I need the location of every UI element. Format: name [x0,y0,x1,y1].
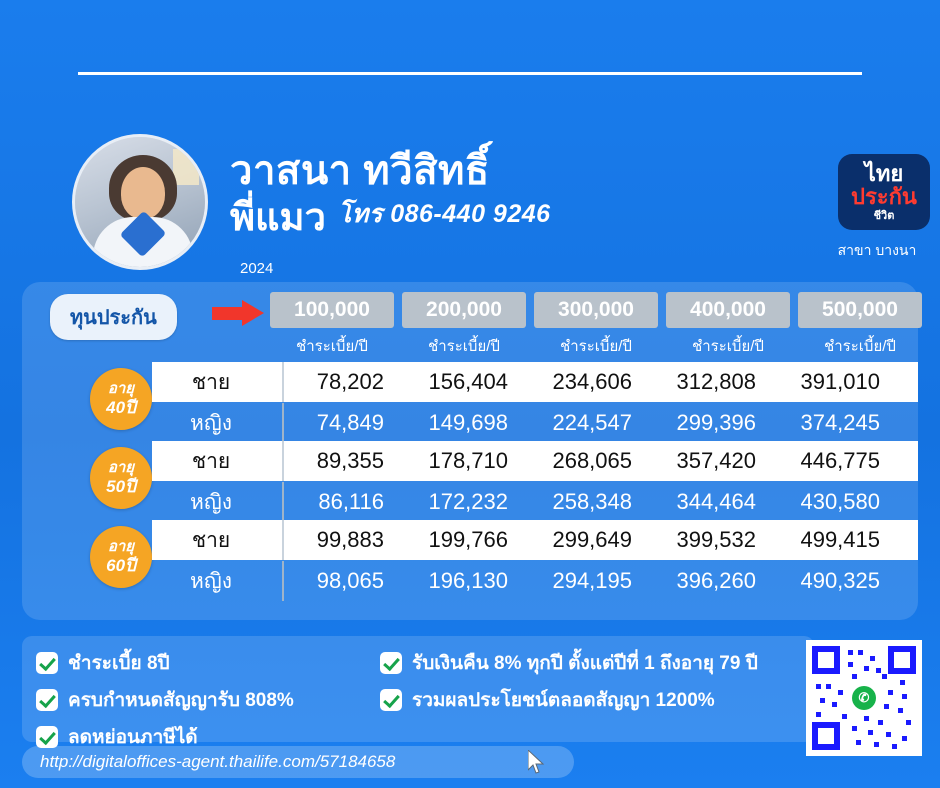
premium-value: 374,245 [800,410,880,435]
premium-value: 357,420 [676,448,756,473]
gender-label: ชาย [191,370,231,394]
premium-value: 294,195 [552,568,632,593]
brand-line-3: ชีวิต [873,209,895,222]
coverage-header-pill: ทุนประกัน [50,294,177,340]
premium-note: ชำระเบี้ย/ปี [824,338,896,355]
premium-value: 99,883 [316,527,384,552]
benefit-label: ลดหย่อนภาษีได้ [68,727,198,748]
premium-value: 234,606 [552,369,632,394]
table-row [152,362,918,402]
year-label: 2024 [240,260,274,277]
coverage-cell: 300,000 [534,292,658,328]
premium-value: 172,232 [428,489,508,514]
check-icon [380,652,402,674]
age-badge-60 [90,526,152,588]
agent-url[interactable]: http://digitaloffices-agent.thailife.com/57184658 [40,752,396,771]
premium-value: 89,355 [316,448,384,473]
premium-value: 74,849 [316,410,384,435]
premium-note-row [270,334,922,358]
coverage-header-row [270,292,922,328]
gender-label: ชาย [191,528,231,552]
benefit-item [36,648,380,678]
premium-value: 196,130 [428,568,508,593]
premium-value: 178,710 [428,448,508,473]
premium-value: 258,348 [552,489,632,514]
arrow-right-icon [212,300,264,326]
premium-value: 344,464 [676,489,756,514]
benefit-item [36,685,380,715]
coverage-cell: 500,000 [798,292,922,328]
agent-phone[interactable]: โทร 086-440 9246 [337,200,551,228]
premium-value: 499,415 [800,527,880,552]
premium-value: 268,065 [552,448,632,473]
age-badge-line1: อายุ [107,380,135,398]
header [0,128,940,276]
age-badge-50 [90,447,152,509]
premium-value: 446,775 [800,448,880,473]
premium-note: ชำระเบี้ย/ปี [296,338,368,355]
benefit-label: ชำระเบี้ย 8ปี [68,653,170,674]
table-row [152,520,918,560]
agent-name: วาสนา ทวีสิทธิ์ [230,149,490,193]
premium-note: ชำระเบี้ย/ปี [692,338,764,355]
age-badge-line2: 60ปี [106,555,136,575]
mouse-cursor-icon [528,750,546,776]
gender-label: ชาย [191,449,231,473]
premium-value: 399,532 [676,527,756,552]
benefit-item [380,685,800,715]
premium-table-panel [22,282,918,620]
qr-code[interactable] [806,640,922,756]
premium-value: 299,649 [552,527,632,552]
age-badge-line1: อายุ [107,538,135,556]
coverage-cell: 100,000 [270,292,394,328]
premium-note: ชำระเบี้ย/ปี [428,338,500,355]
age-badge-line2: 50ปี [106,476,136,496]
top-divider [78,72,862,75]
premium-value: 78,202 [316,369,384,394]
thailife-logo [838,154,930,230]
gender-label: หญิง [190,490,232,514]
premium-value: 98,065 [316,568,384,593]
premium-value: 86,116 [318,489,384,514]
check-icon [36,652,58,674]
agent-identity [230,150,551,239]
premium-value: 149,698 [428,410,508,435]
check-icon [380,689,402,711]
table-row [152,482,918,522]
premium-value: 396,260 [676,568,756,593]
table-row [152,441,918,481]
coverage-cell: 200,000 [402,292,526,328]
coverage-cell: 400,000 [666,292,790,328]
qr-center-logo: ✆ [852,686,876,710]
table-row [152,561,918,601]
check-icon [36,726,58,748]
premium-value: 156,404 [428,369,508,394]
premium-value: 199,766 [428,527,508,552]
benefit-label: รวมผลประโยชน์ตลอดสัญญา 1200% [412,690,715,711]
premium-value: 430,580 [800,489,880,514]
gender-label: หญิง [190,569,232,593]
brand-line-1: ไทย [864,160,904,186]
premium-value: 224,547 [552,410,632,435]
premium-value: 312,808 [676,369,756,394]
avatar [72,134,208,270]
branch-label: สาขา บางนา [837,242,917,258]
agent-url-pill[interactable] [22,746,574,778]
age-badge-line1: อายุ [107,459,135,477]
table-row [152,403,918,443]
benefit-item [380,648,800,678]
benefit-label: รับเงินคืน 8% ทุกปี ตั้งแต่ปีที่ 1 ถึงอายุ 79 ปี [412,653,758,674]
age-badge-40 [90,368,152,430]
age-badge-line2: 40ปี [106,397,136,417]
premium-value: 391,010 [800,369,880,394]
benefit-label: ครบกำหนดสัญญารับ 808% [68,690,294,711]
premium-value: 490,325 [800,568,880,593]
premium-note: ชำระเบี้ย/ปี [560,338,632,355]
brand-line-2: ประกัน [851,183,917,209]
check-icon [36,689,58,711]
benefits-box [22,636,814,748]
gender-label: หญิง [190,411,232,435]
premium-value: 299,396 [676,410,756,435]
agent-nickname: พี่แมว [230,197,326,240]
